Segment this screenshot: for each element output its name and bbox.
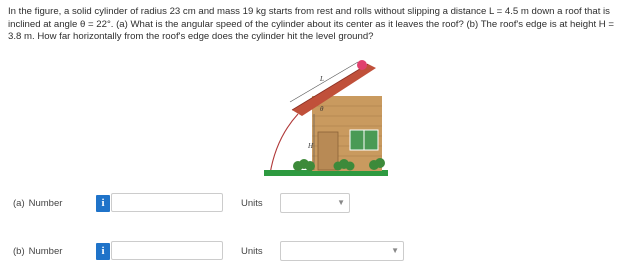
- number-label: Number: [28, 246, 63, 257]
- answer-row-a: [0, 192, 632, 216]
- info-icon[interactable]: i: [96, 243, 110, 260]
- answer-row-b: [0, 240, 632, 264]
- info-icon[interactable]: i: [96, 195, 110, 212]
- part-label-a: [13, 198, 62, 209]
- roof-cylinder-figure: [262, 58, 396, 184]
- label-L: L: [320, 75, 324, 83]
- number-input-a[interactable]: [111, 193, 223, 212]
- label-H: H: [308, 142, 314, 150]
- part-label-b: [13, 246, 62, 257]
- number-input-b[interactable]: [111, 241, 223, 260]
- units-select-b[interactable]: [280, 241, 404, 261]
- cylinder: [357, 60, 367, 70]
- question-text: In the figure, a solid cylinder of radius 23 cm and mass 19 kg starts from rest and rolls without slipping a distance L = 4.5 m down a roof that is inclined at angle θ = 22°. (a) What is the angular speed of the cylinder about its center as it leaves the roof? (b) The roof's edge is at height H = 3.8 m. How far horizontally from the roof's edge does the cylinder hit the level ground?: [8, 6, 614, 43]
- label-theta: θ: [320, 105, 324, 113]
- part-letter: (b): [13, 246, 25, 257]
- part-letter: (a): [13, 198, 25, 209]
- chevron-down-icon: ▼: [391, 246, 399, 255]
- number-label: Number: [28, 198, 63, 209]
- chevron-down-icon: ▼: [337, 198, 345, 207]
- units-select-a[interactable]: [280, 193, 350, 213]
- units-label: Units: [241, 246, 263, 257]
- units-label: Units: [241, 198, 263, 209]
